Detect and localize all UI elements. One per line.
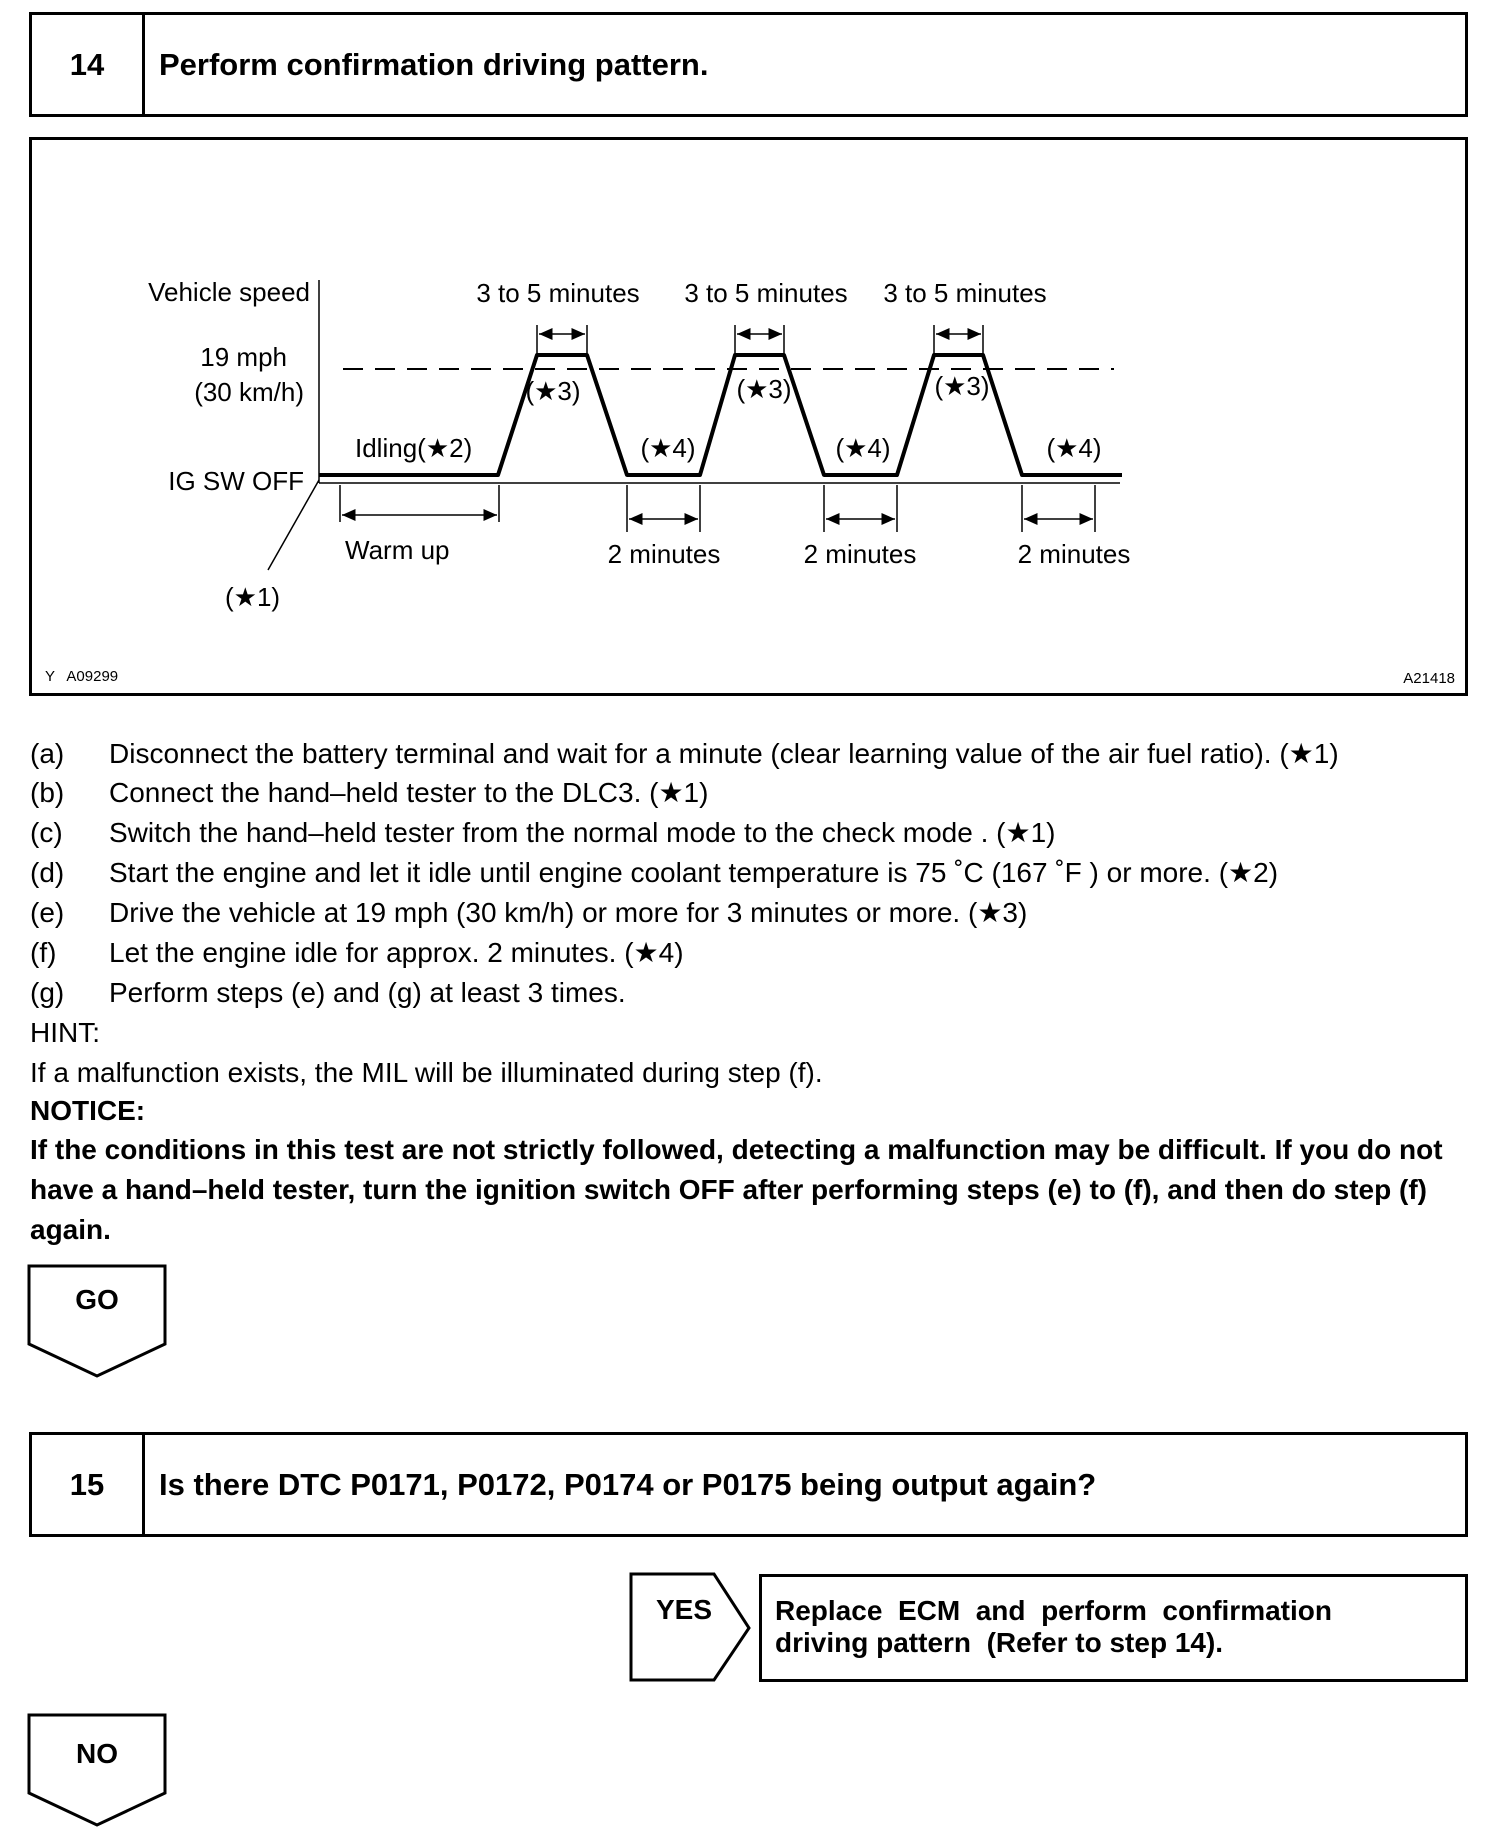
y-axis-label: Vehicle speed	[148, 277, 310, 307]
step-label: (f)	[30, 937, 57, 968]
idle-star-label: (★4)	[835, 433, 891, 463]
driving-pattern-figure	[29, 137, 1468, 696]
idle-star-label: (★4)	[1046, 433, 1102, 463]
step-text: Drive the vehicle at 19 mph (30 km/h) or more for 3 minutes or more. (★3)	[109, 897, 1028, 928]
step-label: (d)	[30, 857, 65, 888]
step-label: (b)	[30, 777, 65, 808]
yes-action-line: Replace ECM and perform confirmation	[775, 1595, 1332, 1626]
no-flow-marker	[27, 1713, 169, 1829]
step-15-header	[29, 1432, 1468, 1537]
idle-duration-label: 2 minutes	[1017, 539, 1131, 569]
yes-action-line: driving pattern (Refer to step 14).	[775, 1627, 1224, 1658]
drive-star-label: (★3)	[525, 376, 581, 406]
step-item-c	[30, 816, 1055, 850]
step-item-f	[30, 936, 684, 970]
step-label: (g)	[30, 977, 65, 1008]
hint-text: If a malfunction exists, the MIL will be illuminated during step (f).	[30, 1057, 823, 1088]
drive-star-label: (★3)	[934, 371, 990, 401]
driving-pattern-diagram	[32, 140, 1465, 693]
yes-label: YES	[655, 1594, 713, 1625]
step-label: (c)	[30, 817, 63, 848]
ig-off-label: IG SW OFF	[168, 466, 304, 496]
yes-action-box	[759, 1574, 1468, 1682]
go-label: GO	[75, 1284, 119, 1315]
figure-code-left: Y A09299	[45, 668, 119, 685]
idle-duration-label: 2 minutes	[803, 539, 917, 569]
step-title: Perform confirmation driving pattern.	[159, 46, 709, 82]
step-item-d	[30, 856, 1278, 890]
step-text: Perform steps (e) and (g) at least 3 times.	[109, 977, 626, 1008]
step-item-a	[30, 737, 1339, 771]
drive-duration-label: 3 to 5 minutes	[684, 278, 848, 308]
star1-label: (★1)	[225, 582, 281, 612]
warm-up-label: Warm up	[345, 535, 450, 565]
speed-label-kmh: (30 km/h)	[194, 377, 304, 407]
step-item-e	[30, 896, 1027, 930]
speed-label-mph: 19 mph	[200, 342, 287, 372]
notice-title: NOTICE:	[30, 1095, 146, 1126]
step-text: Let the engine idle for approx. 2 minutes. (★4)	[109, 937, 684, 968]
step-label: (a)	[30, 738, 65, 769]
step-text: Start the engine and let it idle until engine coolant temperature is 75 ˚C (167 ˚F ) or more. (★2)	[109, 857, 1279, 888]
step-text: Switch the hand–held tester from the normal mode to the check mode . (★1)	[109, 817, 1056, 848]
step-label: (e)	[30, 897, 65, 928]
drive-duration-label: 3 to 5 minutes	[883, 278, 1047, 308]
idle-star-label: (★4)	[640, 433, 696, 463]
notice-text: If the conditions in this test are not strictly followed, detecting a malfunction may be difficult. If you do not have a hand–held tester, turn the ignition switch OFF after performing steps (e) to (f), and then do step (f) again.	[30, 1134, 1443, 1245]
drive-star-label: (★3)	[736, 374, 792, 404]
step-text: Disconnect the battery terminal and wait for a minute (clear learning value of the air fuel ratio). (★1)	[109, 738, 1339, 769]
no-label: NO	[76, 1738, 118, 1769]
idle-duration-label: 2 minutes	[607, 539, 721, 569]
step-14-header	[29, 12, 1468, 117]
hint-title: HINT:	[30, 1017, 100, 1048]
idling-label: Idling(★2)	[355, 433, 473, 463]
drive-duration-label: 3 to 5 minutes	[476, 278, 640, 308]
step-item-g	[30, 976, 626, 1010]
yes-flow-marker	[629, 1572, 754, 1684]
step-number: 14	[32, 15, 145, 114]
figure-code-right: A21418	[1403, 670, 1455, 687]
step-title: Is there DTC P0171, P0172, P0174 or P0175 being output again?	[159, 1466, 1097, 1502]
step-item-b	[30, 776, 708, 810]
step-text: Connect the hand–held tester to the DLC3. (★1)	[109, 777, 709, 808]
step-number: 15	[32, 1435, 145, 1534]
go-flow-marker	[27, 1264, 169, 1380]
